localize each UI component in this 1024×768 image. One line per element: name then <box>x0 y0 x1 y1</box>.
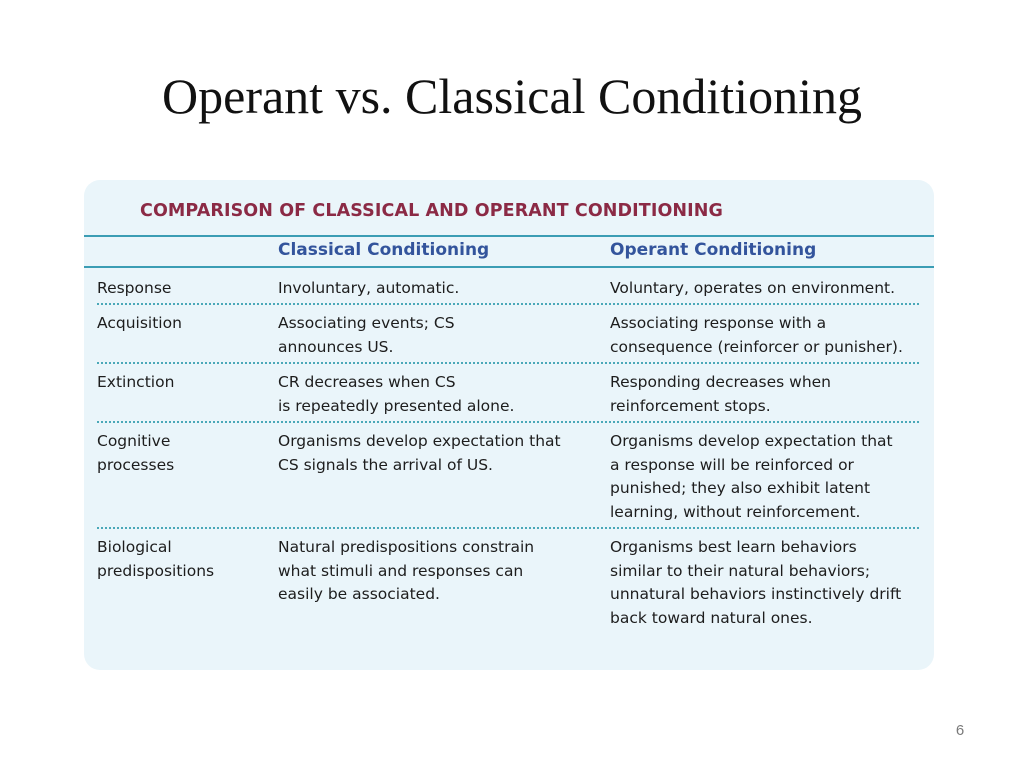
operant-cell: Responding decreases when reinforcement stops. <box>610 373 832 415</box>
row-divider <box>97 421 919 423</box>
operant-cell: Voluntary, operates on environment. <box>610 279 896 297</box>
page-number: 6 <box>955 722 965 739</box>
operant-cell: Organisms best learn behaviors similar to their natural behaviors; unnatural behaviors instinctively drift back toward natural ones. <box>610 538 902 627</box>
row-divider <box>97 362 919 364</box>
column-header-operant: Operant Conditioning <box>610 240 817 260</box>
column-header-rule <box>84 266 934 268</box>
heading-rule <box>84 235 934 237</box>
row-divider <box>97 527 919 529</box>
comparison-table-panel <box>84 180 934 670</box>
classical-cell: Natural predispositions constrain what stimuli and responses can easily be associated. <box>278 538 535 603</box>
classical-cell: Involuntary, automatic. <box>278 279 460 297</box>
row-label: Response <box>97 279 172 297</box>
row-divider <box>97 303 919 305</box>
row-label: Extinction <box>97 373 175 391</box>
classical-cell: Organisms develop expectation that CS signals the arrival of US. <box>278 432 561 474</box>
row-label: Biological predispositions <box>97 538 215 580</box>
row-label: Acquisition <box>97 314 182 332</box>
row-label: Cognitive processes <box>97 432 175 474</box>
table-heading: COMPARISON OF CLASSICAL AND OPERANT CONDITIONING <box>140 201 723 221</box>
classical-cell: Associating events; CS announces US. <box>278 314 455 356</box>
column-header-classical: Classical Conditioning <box>278 240 490 260</box>
operant-cell: Organisms develop expectation that a response will be reinforced or punished; they also exhibit latent learning, without reinforcement. <box>610 432 893 521</box>
classical-cell: CR decreases when CS is repeatedly presented alone. <box>278 373 515 415</box>
operant-cell: Associating response with a consequence (reinforcer or punisher). <box>610 314 903 356</box>
slide-title: Operant vs. Classical Conditioning <box>162 68 862 124</box>
